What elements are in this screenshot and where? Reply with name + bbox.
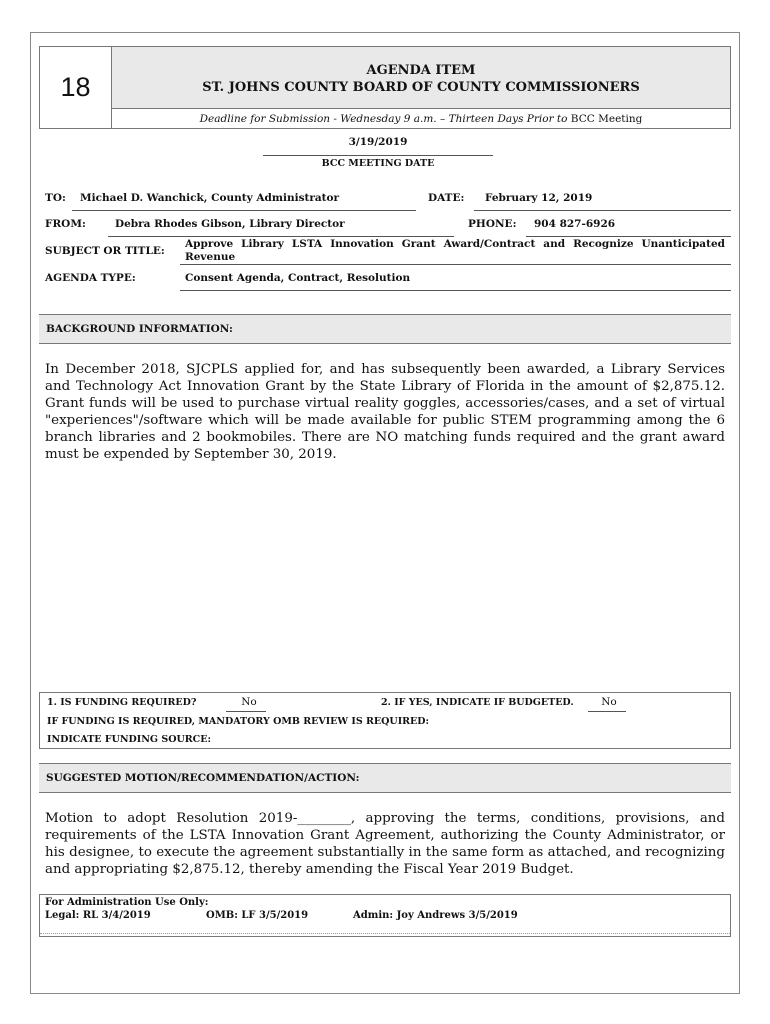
to-rule: [72, 210, 416, 211]
funding-source-label: INDICATE FUNDING SOURCE:: [47, 734, 211, 745]
agenda-type-rule: [180, 290, 731, 291]
agenda-header: [39, 46, 731, 129]
subject-rule: [180, 264, 731, 265]
phone-rule: [526, 236, 731, 237]
admin-heading: For Administration Use Only:: [45, 897, 209, 908]
subject-line-2: Revenue: [185, 251, 236, 263]
funding-omb-note: IF FUNDING IS REQUIRED, MANDATORY OMB REVIEW IS REQUIRED:: [47, 716, 430, 727]
motion-text: Motion to adopt Resolution 2019-________, approving the terms, conditions, provisions, and requirements of the LSTA Innovation Grant Agreement, authorizing the County Administrator, or his designee, to execute the agreement substantially in the same form as attached, and recognizing and appropriating $2,875.12, thereby amending the Fiscal Year 2019 Budget.: [45, 811, 725, 877]
from-value: Debra Rhodes Gibson, Library Director: [115, 218, 345, 230]
background-text: In December 2018, SJCPLS applied for, and has subsequently been awarded, a Library Services and Technology Act Innovation Grant by the State Library of Florida in the amount of $2,875.12. Grant funds will be used to purchase virtual reality goggles, accessories/cases, and a set of virtual "experiences"/software which will be made available for public STEM programming among the 6 branch libraries and 2 bookmobiles. There are NO matching funds required and the grant award must be expended by September 30, 2019.: [45, 362, 725, 462]
deadline-plain: BCC Meeting: [567, 113, 643, 125]
from-label: FROM:: [45, 218, 86, 230]
funding-box: [39, 692, 731, 749]
admin-omb: OMB: LF 3/5/2019: [206, 910, 309, 921]
date-value: February 12, 2019: [485, 192, 593, 204]
title-line-2: ST. JOHNS COUNTY BOARD OF COUNTY COMMISSIONERS: [202, 80, 640, 95]
to-value: Michael D. Wanchick, County Administrator: [80, 192, 340, 204]
funding-q2-value: No: [601, 696, 617, 708]
funding-q1-value: No: [241, 696, 257, 708]
subject-line-1: Approve Library LSTA Innovation Grant Award/Contract and Recognize Unanticipated: [185, 238, 725, 250]
funding-q1-rule: [226, 711, 266, 712]
date-label: DATE:: [428, 192, 465, 204]
admin-box-dotted-rule: [40, 933, 730, 936]
funding-q2-label: 2. IF YES, INDICATE IF BUDGETED.: [381, 697, 574, 708]
agenda-type-value: Consent Agenda, Contract, Resolution: [185, 272, 411, 284]
agenda-title: [112, 47, 730, 109]
funding-q1-label: 1. IS FUNDING REQUIRED?: [47, 697, 197, 708]
meeting-date: 3/19/2019: [348, 136, 408, 148]
title-line-1: AGENDA ITEM: [366, 63, 476, 78]
admin-box: [39, 894, 731, 937]
phone-label: PHONE:: [468, 218, 517, 230]
agenda-type-label: AGENDA TYPE:: [45, 272, 136, 284]
meeting-date-label: BCC MEETING DATE: [321, 158, 435, 169]
to-label: TO:: [45, 192, 66, 204]
from-rule: [108, 236, 454, 237]
phone-value: 904 827-6926: [534, 218, 616, 230]
motion-heading: SUGGESTED MOTION/RECOMMENDATION/ACTION:: [39, 763, 731, 793]
deadline-note: [112, 110, 730, 128]
background-heading: BACKGROUND INFORMATION:: [39, 314, 731, 344]
funding-q2-rule: [588, 711, 626, 712]
subject-label: SUBJECT OR TITLE:: [45, 245, 165, 257]
admin-legal: Legal: RL 3/4/2019: [45, 910, 151, 921]
agenda-item-number: 18: [40, 47, 112, 128]
admin-admin: Admin: Joy Andrews 3/5/2019: [353, 910, 518, 921]
meeting-date-rule: [263, 155, 493, 156]
date-rule: [474, 210, 731, 211]
deadline-italic: Deadline for Submission - Wednesday 9 a.m. – Thirteen Days Prior to: [199, 113, 568, 125]
